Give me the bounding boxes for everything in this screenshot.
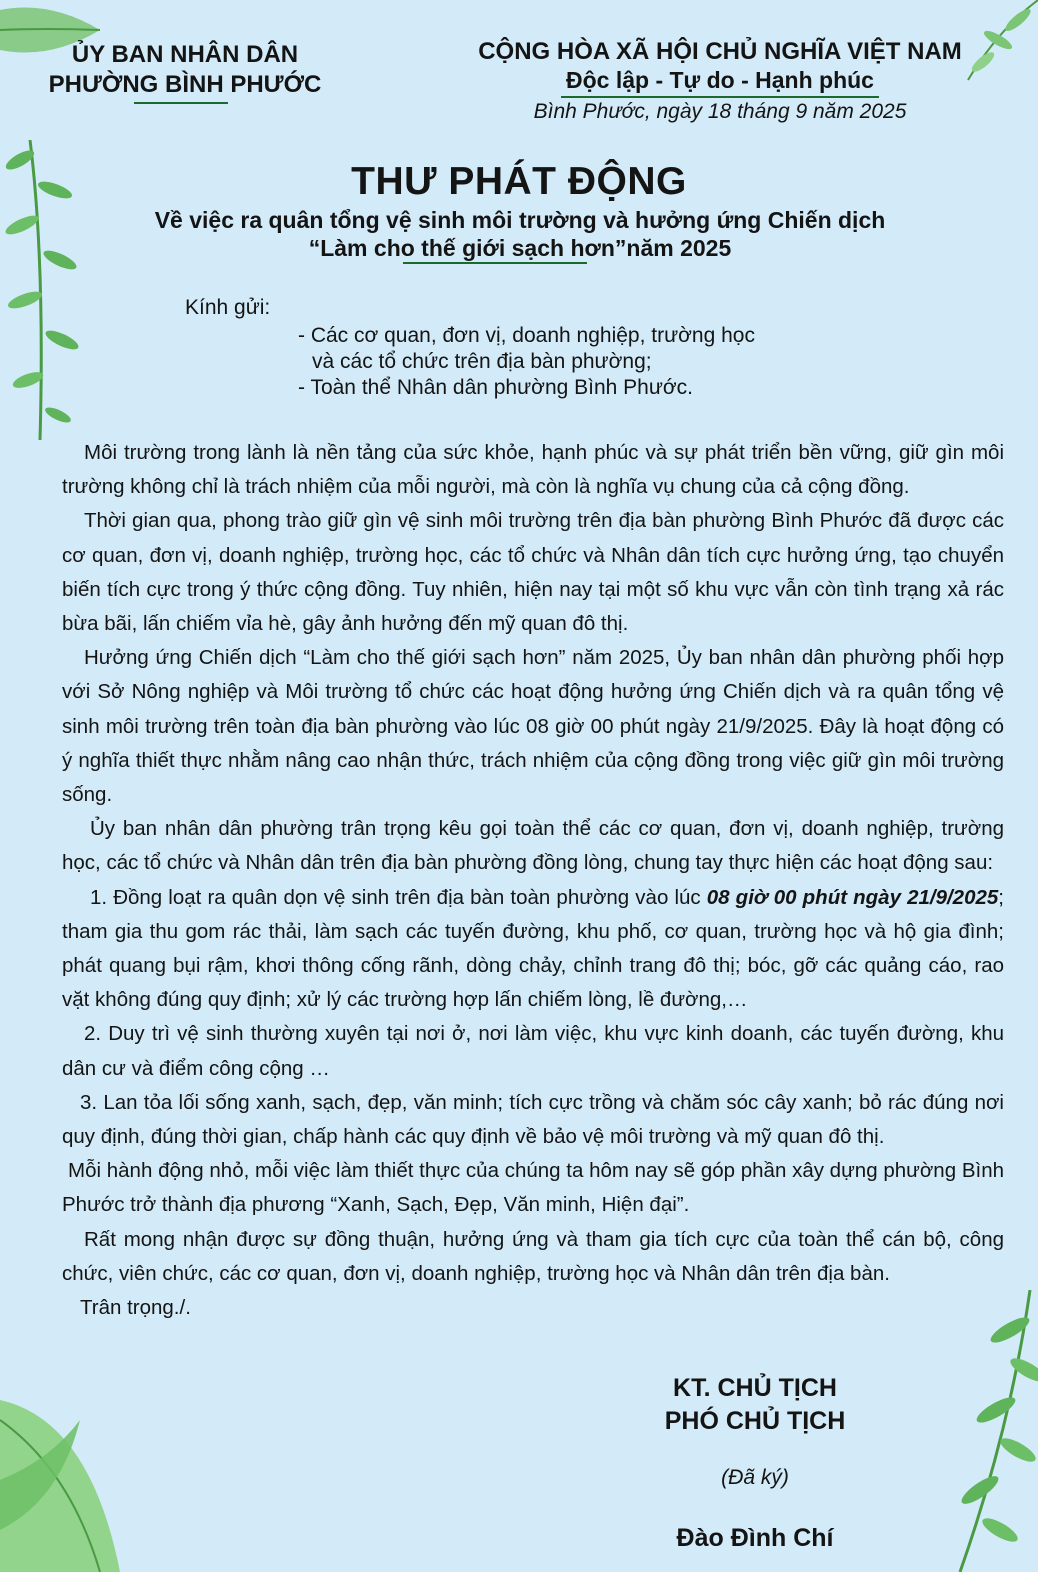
signer-name: Đào Đình Chí [676, 1524, 834, 1552]
signature-block [600, 1372, 910, 1553]
recipient-item: - Các cơ quan, đơn vị, doanh nghiệp, trường học [298, 324, 755, 347]
national-header [440, 38, 1000, 98]
subtitle-underline [403, 262, 587, 264]
activity-item-1-text: 1. Đồng loạt ra quân dọn vệ sinh trên địa bàn toàn phường vào lúc [90, 885, 707, 909]
signer-role-1: KT. CHỦ TỊCH [673, 1374, 837, 1402]
document-title: THƯ PHÁT ĐỘNG [351, 160, 687, 203]
paragraph: Rất mong nhận được sự đồng thuận, hưởng ứng và tham gia tích cực của toàn thể cán bộ, công chức, viên chức, các cơ quan, đơn vị, doanh nghiệp, trường học và Nhân dân trên địa bàn. [62, 1227, 1004, 1285]
issuing-agency [30, 40, 340, 104]
activity-item-1 [62, 881, 1004, 1018]
leaf-vine-bottom-right-icon [900, 1290, 1038, 1572]
salutation: Kính gửi: [185, 296, 271, 319]
agency-line-1: ỦY BAN NHÂN DÂN [71, 41, 299, 68]
paragraph: Hưởng ứng Chiến dịch “Làm cho thế giới sạch hơn” năm 2025, Ủy ban nhân dân phường phối hợp với Sở Nông nghiệp và Môi trường tổ chức các hoạt động hưởng ứng Chiến dịch và ra quân tổng vệ sinh môi trường trên toàn địa bàn phường vào lúc 08 giờ 00 phút ngày 21/9/2025. Đây là hoạt động có ý nghĩa thiết thực nhằm nâng cao nhận thức, trách nhiệm của cộng đồng trong việc giữ gìn môi trường sống. [62, 646, 1004, 807]
document-date: Bình Phước, ngày 18 tháng 9 năm 2025 [533, 100, 907, 123]
paragraph: Ủy ban nhân dân phường trân trọng kêu gọi toàn thể các cơ quan, đơn vị, doanh nghiệp, trường học, các tổ chức và Nhân dân trên địa bàn phường đồng lòng, chung tay thực hiện các hoạt động sau: [62, 817, 1004, 875]
leaf-decoration-bottom-left-icon [0, 1360, 150, 1572]
letter-body [62, 436, 1004, 1325]
agency-line-2: PHƯỜNG BÌNH PHƯỚC [48, 71, 322, 98]
activity-item-1-rest: ; tham gia thu gom rác thải, làm sạch các tuyến đường, khu phố, cơ quan, trường học và hộ gia đình; phát quang bụi rậm, khơi thông cống rãnh, dòng chảy, chỉnh trang đô thị; bóc, gỡ các quảng cáo, rao vặt không đúng quy định; xử lý các trường hợp lấn chiếm lòng, lề đường,… [62, 885, 1004, 1012]
signed-note: (Đã ký) [721, 1466, 789, 1489]
country-name: CỘNG HÒA XÃ HỘI CHỦ NGHĨA VIỆT NAM [478, 38, 962, 65]
campaign-datetime: 08 giờ 00 phút ngày 21/9/2025 [706, 885, 999, 909]
activity-item-3: 3. Lan tỏa lối sống xanh, sạch, đẹp, văn minh; tích cực trồng và chăm sóc cây xanh; bỏ rác đúng nơi quy định, đúng thời gian, chấp hành các quy định về bảo vệ môi trường và mỹ quan đô thị. [62, 1090, 1004, 1149]
activity-item-2: 2. Duy trì vệ sinh thường xuyên tại nơi ở, nơi làm việc, khu vực kinh doanh, các tuyến đường, khu dân cư và điểm công cộng … [62, 1022, 1004, 1080]
signer-role-2: PHÓ CHỦ TỊCH [664, 1407, 846, 1435]
motto-underline [561, 96, 879, 98]
recipient-item: - Toàn thể Nhân dân phường Bình Phước. [298, 376, 694, 399]
paragraph: Môi trường trong lành là nền tảng của sức khỏe, hạnh phúc và sự phát triển bền vững, giữ gìn môi trường không chỉ là trách nhiệm của mỗi người, mà còn là nghĩa vụ chung của cả cộng đồng. [62, 441, 1004, 499]
paragraph: Thời gian qua, phong trào giữ gìn vệ sinh môi trường trên địa bàn phường Bình Phước đã được các cơ quan, đơn vị, doanh nghiệp, trường học, các tổ chức và Nhân dân tích cực hưởng ứng, tạo chuyển biến tích cực trong ý thức cộng đồng. Tuy nhiên, hiện nay tại một số khu vực vẫn còn tình trạng xả rác bừa bãi, lấn chiếm vỉa hè, gây ảnh hưởng đến mỹ quan đô thị. [62, 509, 1004, 636]
recipient-list [298, 323, 755, 401]
closing: Trân trọng./. [80, 1296, 191, 1320]
subtitle-line-1: Về việc ra quân tổng vệ sinh môi trường và hưởng ứng Chiến dịch [154, 207, 886, 233]
paragraph: Mỗi hành động nhỏ, mỗi việc làm thiết thực của chúng ta hôm nay sẽ góp phần xây dựng phường Bình Phước trở thành địa phương “Xanh, Sạch, Đẹp, Văn minh, Hiện đại”. [62, 1159, 1004, 1217]
agency-underline [134, 102, 228, 104]
document-subtitle [60, 206, 980, 264]
subtitle-line-2: “Làm cho thế giới sạch hơn”năm 2025 [308, 235, 732, 261]
national-motto: Độc lập - Tự do - Hạnh phúc [566, 67, 874, 93]
recipient-item: và các tổ chức trên địa bàn phường; [312, 350, 652, 373]
